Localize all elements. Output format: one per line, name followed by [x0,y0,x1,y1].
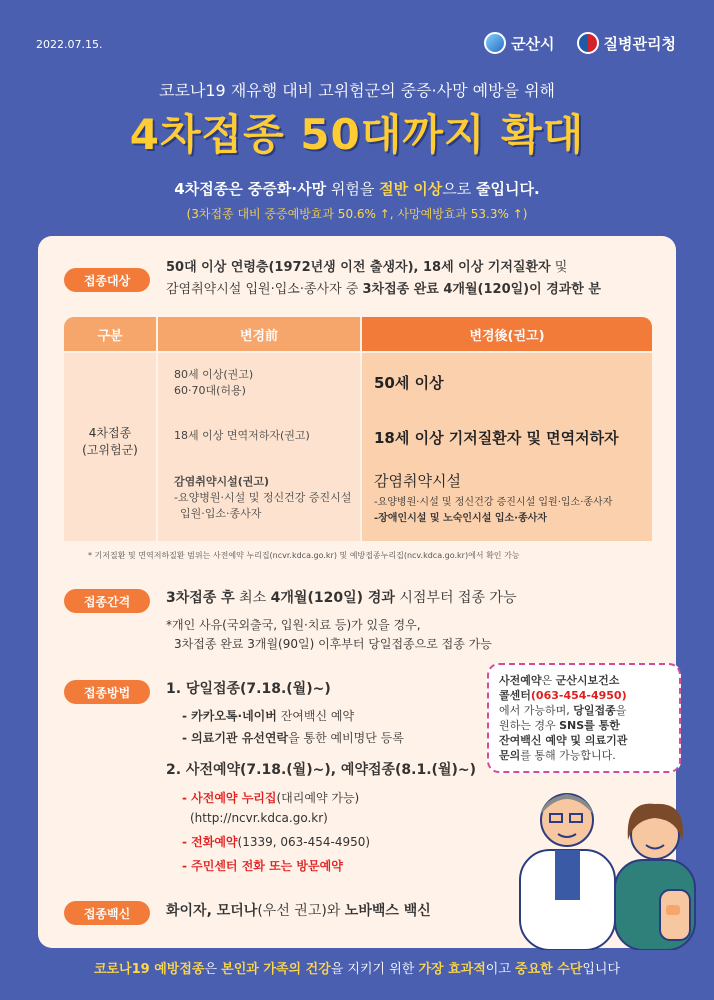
method-2b [182,832,370,852]
lead-highlight: 절반 이상 [379,180,443,198]
method-2c: - 주민센터 전화 또는 방문예약 [182,859,343,873]
bubble-line3 [499,703,669,718]
kdca-logo [577,32,676,54]
before-1b: 60·70대(허용) [174,384,246,397]
method-2b-note: (1339, 063-454-4950) [237,835,371,849]
vaccine-a: 화이자, 모더나 [166,903,258,919]
interval-line [166,588,516,608]
interval-note2: 3차접종 완료 3개월(90일) 이후부터 당일접종으로 접종 가능 [174,637,492,651]
table-note: * 기저질환 및 면역저하질환 범위는 사전예약 누리집(ncvr.kdca.go.kr) 및 예방접종누리집(ncv.kdca.go.kr)에서 확인 가능 [88,551,520,560]
method-2a-url: (http://ncvr.kdca.go.kr) [190,811,328,825]
method-2: 2. 사전예약(7.18.(월)~), 예약접종(8.1.(월)~) [166,762,476,778]
before-3a: 감염취약시설(권고) [174,475,270,488]
doctor-illustration [520,794,615,950]
after-3b: -요양병원·시설 및 정신건강 증진시설 입원·입소·종사자 [374,497,613,508]
page-title: 4차접종 50대까지 확대 [129,110,585,159]
after-2: 18세 이상 기저질환자 및 면역저하자 [374,429,619,447]
target-line1-bold: 50대 이상 연령층(1972년생 이전 출생자), 18세 이상 기저질환자 [166,260,551,275]
lead-subtext: (3차접종 대비 중증예방효과 50.6% ↑, 사망예방효과 53.3% ↑) [186,207,528,221]
before-1a: 80세 이상(권고) [174,368,254,381]
vaccine-line [166,901,431,921]
footer-c: 본인과 가족의 건강 [221,962,331,977]
date: 2022.07.15. [36,38,103,51]
interval-c: 4개월(120일) 경과 [270,590,395,606]
target-line1-rest: 및 [550,260,568,275]
interval-a: 3차접종 후 [166,590,235,606]
bubble-l6a: 문의 [499,749,521,762]
target-line2-text: 감염취약시설 입원·입소·종사자 중 [166,282,363,297]
vaccine-b: (우선 권고)와 [257,903,345,919]
bubble-l3b: 당일접종 [573,704,616,717]
bubble-l1a: 사전예약 [499,674,542,687]
bubble-l2a: 콜센터 [499,689,531,702]
bubble-l4b: SNS를 통한 [559,719,620,732]
method-1b [182,728,404,748]
table-header-after: 변경後(권고) [362,317,652,351]
footer-g: 중요한 수단 [515,962,583,977]
bubble-l2b: (063-454-4950) [530,689,627,702]
table-header-category: 구분 [64,317,156,351]
reservation-bubble [487,663,681,773]
footer-b: 은 [204,962,222,977]
kdca-logo-text: 질병관리청 [603,34,676,53]
footer-h: 입니다 [582,962,621,977]
row-label-2: (고위험군) [82,443,138,457]
vaccine-pill: 접종백신 [64,901,150,925]
bubble-line1 [499,673,669,688]
footer-a: 코로나19 예방접종 [93,962,205,977]
bubble-l1b: 은 [541,674,556,687]
row-label-1: 4차접종 [88,426,132,440]
gunsan-logo-text: 군산시 [511,34,555,53]
target-line2 [166,280,601,300]
interval-note1: *개인 사유(국외출국, 입원·치료 등)가 있을 경우, [166,618,421,632]
method-1a-rest: 잔여백신 예약 [276,709,355,723]
method-1b-rest: 을 통한 예비명단 등록 [288,731,404,745]
sub-heading: 코로나19 재유행 대비 고위험군의 중증·사망 예방을 위해 [159,81,555,100]
target-line2-bold: 3차접종 완료 4개월(120일)이 경과한 분 [362,282,601,297]
before-2: 18세 이상 면역저하자(권고) [174,429,310,442]
target-line1 [166,258,567,278]
interval-pill: 접종간격 [64,589,150,613]
after-3: 감염취약시설 [374,472,461,490]
method-2a-red: - 사전예약 누리집 [182,791,277,805]
bubble-line5: 잔여백신 예약 및 의료기관 [499,734,628,747]
method-1a-bold: - 카카오톡·네이버 [182,709,277,723]
lead-post: 줄입니다. [476,180,540,198]
bubble-line2 [499,688,669,703]
method-pill: 접종방법 [64,680,150,704]
target-pill: 접종대상 [64,268,150,292]
before-3b: -요양병원·시설 및 정신건강 증진시설 [174,491,352,504]
interval-b: 최소 [234,590,271,606]
gunsan-logo [484,32,554,54]
bubble-line4 [499,718,669,733]
method-2a [182,788,359,808]
method-2a-note: (대리예약 가능) [276,791,360,805]
before-3 [174,474,351,522]
bubble-l6b: 를 통해 가능합니다. [520,749,616,762]
bubble-l3c: 을 [615,704,627,717]
patient-illustration [615,804,695,950]
bubble-l3a: 에서 가능하며, [499,704,574,717]
before-1 [174,367,253,399]
after-1: 50세 이상 [374,374,444,392]
illustration [510,780,700,950]
lead-mid2: 으로 [442,180,477,198]
kdca-logo-icon [577,32,599,54]
after-3c: -장애인시설 및 노숙인시설 입소·종사자 [374,513,547,524]
bubble-l1c: 군산시보건소 [555,674,620,687]
footer-e: 가장 효과적 [418,962,486,977]
interval-d: 시점부터 접종 가능 [394,590,517,606]
method-1: 1. 당일접종(7.18.(월)~) [166,681,331,697]
footer-text [0,958,714,977]
logo-bar [484,32,676,54]
lead-mid: 위험을 [326,180,380,198]
gunsan-logo-icon [484,32,506,54]
method-2b-red: - 전화예약 [182,835,238,849]
vaccine-c: 노바백스 백신 [344,903,431,919]
lead-text [0,178,714,199]
bubble-line6 [499,748,669,763]
footer-d: 을 지키기 위한 [330,962,419,977]
bubble-l4a: 원하는 경우 [499,719,560,732]
method-1b-bold: - 의료기관 유선연락 [182,731,289,745]
table-header-before: 변경前 [158,317,360,351]
footer-f: 이고 [485,962,516,977]
before-3c: 입원·입소·종사자 [180,507,262,520]
row-label [64,425,156,459]
lead-pre: 4차접종은 중증화·사망 [174,180,327,198]
method-1a [182,706,354,726]
